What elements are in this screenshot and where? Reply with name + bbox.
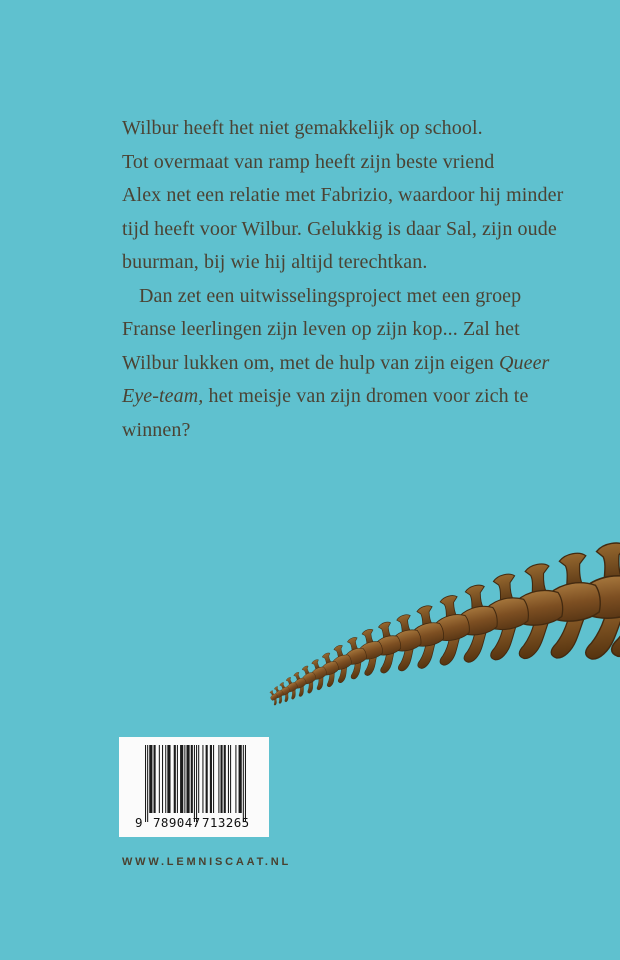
barcode-digit-lead: 9	[135, 815, 143, 830]
blurb-segment: Wilbur lukken om, met de hulp van zijn eigen	[122, 351, 499, 374]
blurb-segment-italic: Queer	[498, 351, 550, 374]
barcode-digits	[119, 815, 269, 831]
blurb-line: winnen?	[122, 418, 191, 441]
blurb-line: Tot overmaat van ramp heeft zijn beste vriend	[122, 150, 495, 173]
barcode-bars	[145, 745, 247, 823]
publisher-website-url: WWW.LEMNISCAAT.NL	[122, 856, 291, 868]
blurb-segment: het meisje van zijn dromen voor zich te	[203, 385, 529, 407]
tail-vertebrae	[267, 530, 620, 706]
blurb-line: Dan zet een uitwisselingsproject met een groep	[139, 284, 522, 307]
blurb-line: buurman, bij wie hij altijd terechtkan.	[122, 251, 428, 273]
barcode-digit-group2: 713265	[202, 815, 250, 830]
blurb-line: Wilbur heeft het niet gemakkelijk op school.	[122, 117, 483, 139]
blurb-line	[122, 347, 582, 381]
blurb-line: tijd heeft voor Wilbur. Gelukkig is daar Sal, zijn oude	[122, 217, 557, 240]
blurb-line: Alex net een relatie met Fabrizio, waardoor hij minder	[122, 184, 564, 206]
barcode	[119, 737, 269, 837]
blurb-line: Franse leerlingen zijn leven op zijn kop... Zal het	[122, 318, 520, 340]
blurb-line	[122, 380, 582, 414]
blurb-segment-italic: Eye-team,	[122, 385, 204, 407]
barcode-digit-group1: 789047	[153, 815, 201, 830]
blurb-text	[122, 112, 582, 447]
